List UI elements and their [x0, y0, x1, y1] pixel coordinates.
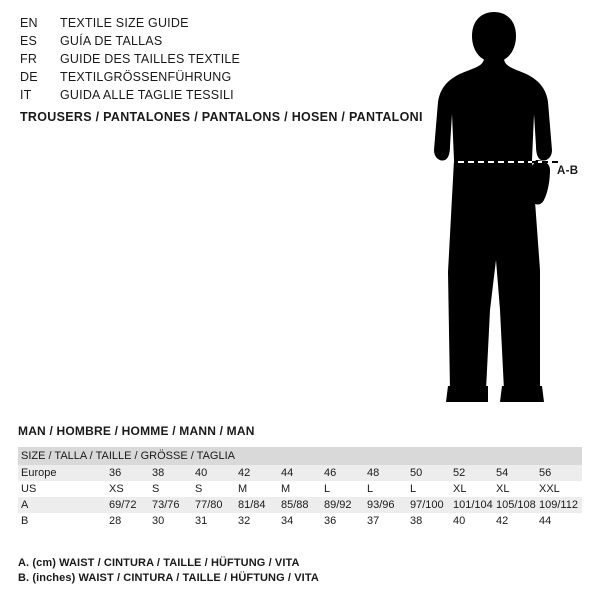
table-row [18, 465, 582, 481]
cell: XL [496, 483, 510, 495]
cell: 97/100 [410, 497, 453, 513]
table-row [18, 481, 582, 497]
cell: 38 [410, 515, 423, 527]
cell: 40 [195, 465, 238, 481]
garment-type-title: TROUSERS / PANTALONES / PANTALONS / HOSEN / PANTALONI [20, 110, 423, 124]
cell: 30 [152, 515, 165, 527]
footnotes-block [18, 556, 578, 586]
cell: XL [453, 483, 467, 495]
language-text-es: GUÍA DE TALLAS [60, 34, 163, 48]
cell: 81/84 [238, 497, 281, 513]
row-label: B [21, 515, 29, 527]
cell: 34 [281, 515, 294, 527]
language-row-it [20, 86, 350, 104]
language-text-en: TEXTILE SIZE GUIDE [60, 16, 189, 30]
cell: 109/112 [539, 497, 582, 513]
cell [539, 447, 582, 465]
language-code-es: ES [20, 34, 38, 48]
size-table-title: MAN / HOMBRE / HOMME / MANN / MAN [18, 424, 255, 438]
cell: 28 [109, 515, 122, 527]
cell: 42 [238, 465, 281, 481]
language-code-de: DE [20, 70, 38, 84]
cell: 44 [539, 515, 552, 527]
table-row [18, 447, 582, 465]
cell: L [410, 483, 417, 495]
cell: 40 [453, 515, 466, 527]
size-table [18, 447, 582, 529]
cell: XXL [539, 483, 560, 495]
language-text-it: GUIDA ALLE TAGLIE TESSILI [60, 88, 234, 102]
cell: 54 [496, 465, 539, 481]
cell [496, 447, 539, 465]
cell [453, 447, 496, 465]
footnote-a: A. (cm) WAIST / CINTURA / TAILLE / HÜFTUNG / VITA [18, 557, 300, 569]
cell: 101/104 [453, 497, 496, 513]
cell: 85/88 [281, 497, 324, 513]
measure-label-ab: A-B [557, 165, 579, 177]
cell: 36 [324, 515, 337, 527]
cell: L [367, 483, 374, 495]
footnote-b: B. (inches) WAIST / CINTURA / TAILLE / HÜFTUNG / VITA [18, 572, 319, 584]
cell: 32 [238, 515, 251, 527]
cell: 56 [539, 465, 582, 481]
cell: XS [109, 483, 124, 495]
language-code-fr: FR [20, 52, 38, 66]
man-silhouette-icon [400, 10, 600, 410]
language-text-fr: GUIDE DES TAILLES TEXTILE [60, 52, 241, 66]
row-label: US [21, 483, 37, 495]
cell: 44 [281, 465, 324, 481]
size-table-section [18, 424, 582, 529]
cell: 105/108 [496, 497, 539, 513]
cell: M [281, 483, 291, 495]
language-header-block [20, 14, 350, 104]
cell: 37 [367, 515, 380, 527]
row-label: SIZE / TALLA / TAILLE / GRÖSSE / TAGLIA [21, 450, 235, 462]
cell: 89/92 [324, 497, 367, 513]
language-code-en: EN [20, 16, 38, 30]
cell: 31 [195, 515, 208, 527]
cell: 73/76 [152, 497, 195, 513]
cell [281, 447, 324, 465]
cell [324, 447, 367, 465]
row-label: Europe [18, 465, 109, 481]
cell: L [324, 483, 331, 495]
cell [367, 447, 410, 465]
cell: 52 [453, 465, 496, 481]
cell: S [152, 483, 160, 495]
language-text-de: TEXTILGRÖSSENFÜHRUNG [60, 70, 232, 84]
language-row-fr [20, 50, 350, 68]
cell: 38 [152, 465, 195, 481]
language-row-de [20, 68, 350, 86]
cell: 36 [109, 465, 152, 481]
cell: 77/80 [195, 497, 238, 513]
cell: 93/96 [367, 497, 410, 513]
language-row-es [20, 32, 350, 50]
row-label: A [18, 497, 109, 513]
table-row [18, 513, 582, 529]
language-code-it: IT [20, 88, 32, 102]
cell: 46 [324, 465, 367, 481]
cell [410, 447, 453, 465]
cell [238, 447, 281, 465]
cell: M [238, 483, 248, 495]
trousers-figure-illustration [400, 10, 600, 410]
cell: S [195, 483, 203, 495]
cell: 69/72 [109, 497, 152, 513]
language-row-en [20, 14, 350, 32]
table-row [18, 497, 582, 513]
cell: 42 [496, 515, 509, 527]
cell: 50 [410, 465, 453, 481]
cell: 48 [367, 465, 410, 481]
